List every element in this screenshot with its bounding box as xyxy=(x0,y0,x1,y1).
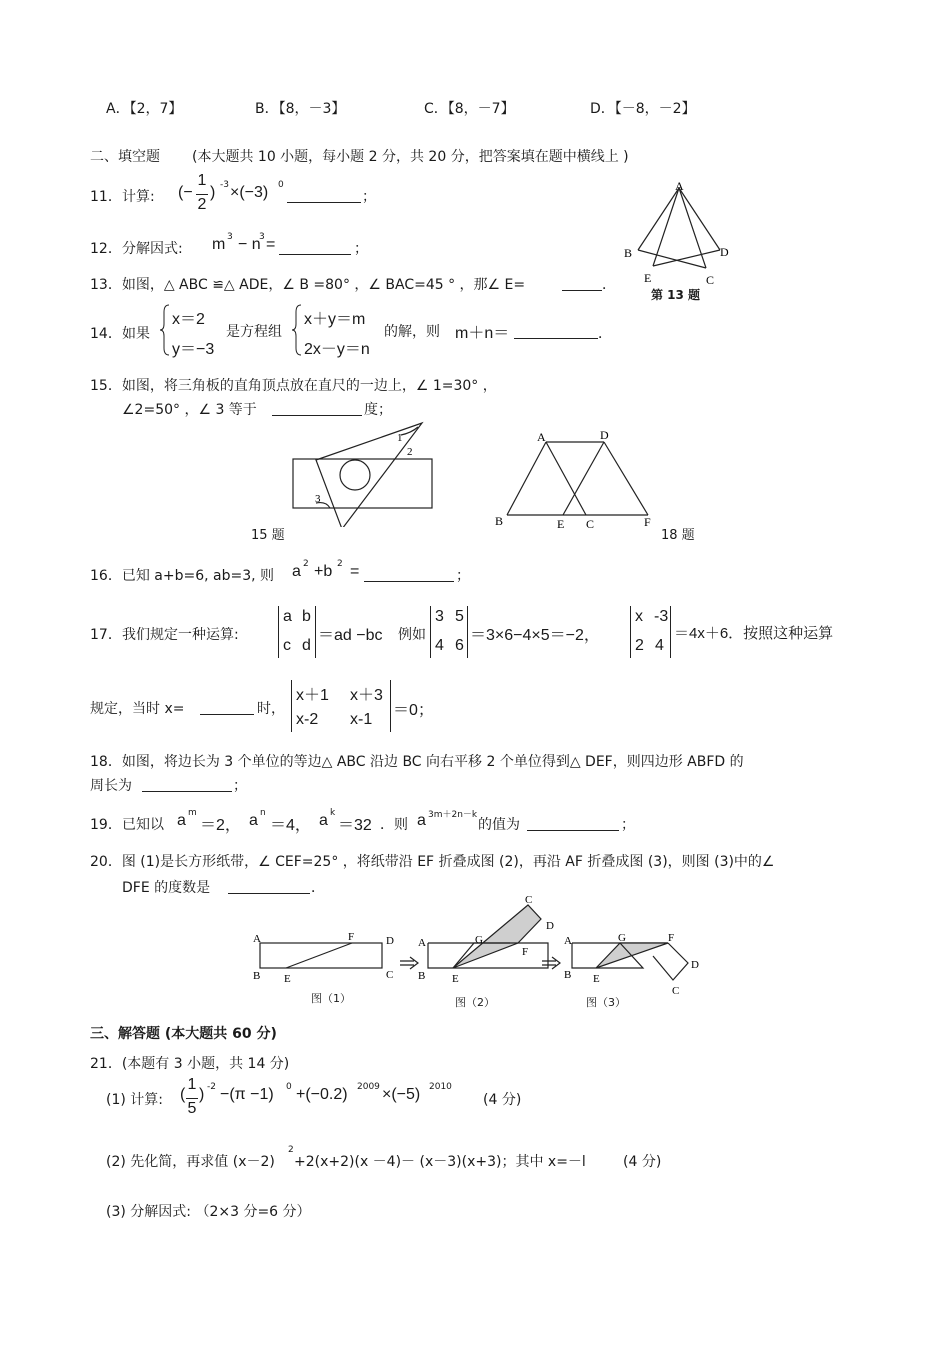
fig20-2-g: G xyxy=(475,934,483,946)
q13-blank[interactable] xyxy=(562,276,602,291)
q12-expr-n: − n xyxy=(238,236,261,253)
q12-exp-m: 3 xyxy=(227,232,233,242)
q16-text: 16．已知 a+b=6, ab=3, 则 xyxy=(90,568,275,584)
q17-q-bar-l xyxy=(291,680,292,732)
fig18-caption: 18 题 xyxy=(661,528,695,543)
fig20-2-f: F xyxy=(522,946,529,958)
q15-line2: ∠2=50° ，∠ 3 等于 xyxy=(122,402,257,418)
q14-end: 的解，则 xyxy=(384,324,440,340)
q21-p1-exp4: 2010 xyxy=(429,1082,452,1092)
q21-p1-score: (4 分) xyxy=(483,1092,522,1108)
q19-tail: ； xyxy=(621,817,635,833)
q19-exp-n: n xyxy=(260,808,266,818)
q19-an-val: ＝4， xyxy=(270,817,311,834)
q21-p1-exp3: 2009 xyxy=(357,1082,380,1092)
q11-label: 计算: xyxy=(122,189,155,205)
fig20-2-d: D xyxy=(546,920,554,932)
q17-q-c: x-2 xyxy=(296,711,319,728)
q17-ex1-d: 6 xyxy=(455,637,464,654)
figure-13 xyxy=(618,178,738,302)
fig20-2-e: E xyxy=(452,973,459,985)
q19-am-val: ＝2， xyxy=(200,817,241,834)
q14-mid: 是方程组 xyxy=(226,324,282,340)
fig13-label-b: B xyxy=(624,246,633,260)
q17-ex1-a: 3 xyxy=(435,608,444,625)
q12-num: 12． xyxy=(90,241,122,257)
q17-ex2-a: x xyxy=(635,608,643,625)
q14-eq1: x＋y＝m xyxy=(304,311,366,328)
option-b: B．【8，－3】 xyxy=(255,101,346,117)
section3-title: 三、解答题 (本大题共 60 分) xyxy=(90,1026,277,1042)
q14-blank[interactable] xyxy=(514,324,598,339)
fig20-caption-3: 图（3） xyxy=(586,996,626,1009)
q17-ex1-rhs: ＝3×6−4×5＝−2， xyxy=(470,627,600,644)
q11-expr-rest2: ×(−3) xyxy=(230,184,269,201)
q17-blank[interactable] xyxy=(200,700,254,715)
q16-expr-b: +b xyxy=(314,563,333,580)
fig15-label-3: 3 xyxy=(315,493,321,505)
q21-p2: (2) 先化简，再求值 (x－2) xyxy=(106,1154,275,1170)
q14-brace-1 xyxy=(160,304,170,356)
q16-blank[interactable] xyxy=(364,567,454,582)
q16-eq: = xyxy=(350,563,360,580)
q17-ex2-d: 4 xyxy=(655,637,664,654)
q12-label: 分解因式: xyxy=(122,241,183,257)
q19-exp-m: m xyxy=(188,808,197,818)
q21-p1-frac-den: 5 xyxy=(187,1100,197,1117)
q12-blank[interactable] xyxy=(279,240,351,255)
q17-q-a: x＋1 xyxy=(296,687,329,704)
q21-p1-close: ) xyxy=(199,1086,205,1103)
q18-line1: 18．如图，将边长为 3 个单位的等边△ ABC 沿边 BC 向右平移 2 个单位得到△ DEF，则四边形 ABFD 的 xyxy=(90,754,744,770)
fig15-label-1: 1 xyxy=(397,432,403,444)
fig18-label-e: E xyxy=(557,517,565,531)
q19-num: 19． xyxy=(90,817,122,833)
q11-frac-num: 1 xyxy=(197,172,207,189)
fig20-caption-1: 图（1） xyxy=(311,992,351,1005)
q15-tail: 度； xyxy=(364,402,392,418)
q17-ex2-bar-l xyxy=(630,606,631,658)
q21-p1-exp1: -2 xyxy=(207,1082,216,1092)
q17-line2c: ＝0； xyxy=(393,702,434,719)
fig13-label-a: A xyxy=(675,179,684,193)
q14-eq2: 2x－y＝n xyxy=(304,341,370,358)
q11-frac-line xyxy=(196,194,208,195)
q19-am: a xyxy=(177,812,186,829)
fig18-label-d: D xyxy=(600,428,609,442)
fig18-label-f: F xyxy=(644,515,651,529)
q17-ex2-rhs: ＝4x＋6．按照这种运算 xyxy=(674,625,834,642)
q14-sum: m＋n＝ xyxy=(455,325,510,342)
fig20-3-b: B xyxy=(564,969,572,981)
fig13-label-e: E xyxy=(644,271,652,285)
q17-def-b: b xyxy=(302,608,311,625)
q14-label: 如果 xyxy=(122,326,150,342)
fig20-3-a: A xyxy=(564,935,572,947)
fig15-caption: 15 题 xyxy=(251,528,285,543)
q12-tail: ； xyxy=(354,241,368,257)
q17-example: 例如 xyxy=(398,627,426,643)
q13-text: 13．如图，△ ABC ≌△ ADE，∠ B =80° ，∠ BAC=45 ° ，那∠ E= xyxy=(90,277,526,293)
q12-eq: = xyxy=(266,236,276,253)
q17-label: 我们规定一种运算: xyxy=(122,627,239,643)
q11-exp2: 0 xyxy=(278,180,284,190)
fig20-caption-2: 图（2） xyxy=(455,996,495,1009)
fig20-3-e: E xyxy=(593,973,600,985)
section2-note: (本大题共 10 小题，每小题 2 分，共 20 分，把答案填在题中横线上 ) xyxy=(192,149,629,165)
q17-def-bar-l xyxy=(278,606,279,658)
q17-ex1-bar-l xyxy=(430,606,431,658)
q11-frac-den: 2 xyxy=(197,196,207,213)
fig20-1-f: F xyxy=(348,931,355,943)
fig20-2-c: C xyxy=(525,894,533,906)
q14-sol-y: y＝−3 xyxy=(172,341,215,358)
q21-p3: (3) 分解因式: （2×3 分=6 分） xyxy=(106,1204,311,1220)
fig18-label-a: A xyxy=(537,430,546,444)
q11-blank[interactable] xyxy=(287,188,361,203)
fig20-1-b: B xyxy=(253,970,261,982)
q17-q-b: x＋3 xyxy=(350,687,383,704)
fig13-caption: 第 13 题 xyxy=(651,288,701,302)
fig20-1-d: D xyxy=(386,935,394,947)
q21-p1-mid3: ×(−5) xyxy=(382,1086,421,1103)
q19-a: a xyxy=(417,812,426,829)
q16-tail: ； xyxy=(456,568,470,584)
q19-an: a xyxy=(249,812,258,829)
q14-tail: ． xyxy=(598,326,612,342)
q17-num: 17． xyxy=(90,627,122,643)
fig20-1-a: A xyxy=(253,933,261,945)
fig20-1-c: C xyxy=(386,969,394,981)
option-a: A．【2，7】 xyxy=(106,101,183,117)
q19-blank[interactable] xyxy=(527,816,619,831)
q21-p1-mid: −(π −1) xyxy=(220,1086,274,1103)
figure-15 xyxy=(286,415,446,527)
fig20-3-c: C xyxy=(672,985,680,997)
q21-p1-exp2: 0 xyxy=(286,1082,292,1092)
q16-exp-a: 2 xyxy=(303,559,309,569)
q11-exp1: -3 xyxy=(220,180,229,190)
q17-ex1-c: 4 xyxy=(435,637,444,654)
q12-exp-n: 3 xyxy=(259,232,265,242)
fig13-label-c: C xyxy=(706,273,715,287)
section2-title: 二、填空题 xyxy=(90,149,160,165)
q11-num: 11． xyxy=(90,189,122,205)
q17-q-d: x-1 xyxy=(350,711,373,728)
q17-line2b: 时， xyxy=(257,701,285,717)
q17-ex2-bar-r xyxy=(670,606,671,658)
q12-expr-m: m xyxy=(212,236,226,253)
q17-ex1-b: 5 xyxy=(455,608,464,625)
option-c: C．【8，－7】 xyxy=(424,101,515,117)
q18-blank[interactable] xyxy=(142,777,232,792)
q20-tail: ． xyxy=(311,880,325,896)
q21-p1-frac-num: 1 xyxy=(187,1076,197,1093)
fig18-label-c: C xyxy=(586,517,595,531)
q18-tail: ； xyxy=(233,778,247,794)
q21-p1-frac-line xyxy=(186,1098,198,1099)
q19-ak: a xyxy=(319,812,328,829)
fig20-2-a: A xyxy=(418,937,426,949)
q17-q-bar-r xyxy=(390,680,391,732)
fig18-label-b: B xyxy=(495,514,504,528)
q17-line2a: 规定，当时 x= xyxy=(90,701,185,717)
fig20-1-e: E xyxy=(284,973,291,985)
q21-p1-mid2: +(−0.2) xyxy=(296,1086,348,1103)
q15-blank[interactable] xyxy=(272,401,362,416)
q17-ex2-c: 2 xyxy=(635,637,644,654)
q21-p2-score: (4 分) xyxy=(623,1154,662,1170)
q13-tail: ． xyxy=(602,277,616,293)
fig15-label-2: 2 xyxy=(407,446,413,458)
q16-expr-a: a xyxy=(292,563,301,580)
q17-ex2-b: -3 xyxy=(654,608,669,625)
q17-def-rhs: ＝ad −bc xyxy=(318,627,383,644)
q20-line1: 20．图 (1)是长方形纸带，∠ CEF=25° ，将纸带沿 EF 折叠成图 (2)，再沿 AF 折叠成图 (3)，则图 (3)中的∠ xyxy=(90,854,775,870)
q18-line2: 周长为 xyxy=(90,778,132,794)
q17-def-d: d xyxy=(302,637,311,654)
q17-def-a: a xyxy=(283,608,292,625)
fig20-2-b: B xyxy=(418,970,426,982)
q19-valuefor: 的值为 xyxy=(478,817,520,833)
q20-line2: DFE 的度数是 xyxy=(122,880,211,896)
q17-def-bar-r xyxy=(315,606,316,658)
q11-tail: ； xyxy=(362,189,376,205)
q19-then: ．则 xyxy=(380,817,408,833)
q21-p1-label: (1) 计算: xyxy=(106,1092,163,1108)
q21-p2-exp: 2 xyxy=(288,1145,294,1155)
q14-brace-2 xyxy=(292,304,302,356)
q15-line1: 15．如图，将三角板的直角顶点放在直尺的一边上，∠ 1=30° ， xyxy=(90,378,497,394)
q16-exp-b: 2 xyxy=(337,559,343,569)
q14-sol-x: x＝2 xyxy=(172,311,205,328)
option-d: D．【－8，－2】 xyxy=(590,101,696,117)
q11-expr-rest: ) xyxy=(210,184,216,201)
q19-ak-val: ＝32 xyxy=(338,817,372,834)
q21-p1-open: ( xyxy=(180,1086,186,1103)
q17-def-c: c xyxy=(283,637,291,654)
fig20-3-f: F xyxy=(668,932,675,944)
fig20-3-d: D xyxy=(691,959,699,971)
q19-exp-target: 3m＋2n－k xyxy=(428,810,478,820)
q17-ex1-bar-r xyxy=(467,606,468,658)
q14-num: 14． xyxy=(90,326,122,342)
fig20-3-g: G xyxy=(618,932,626,944)
q11-expr-open: (− xyxy=(178,184,193,201)
q21-title: 21．(本题有 3 小题，共 14 分) xyxy=(90,1056,290,1072)
fig13-label-d: D xyxy=(720,245,729,259)
figure-18 xyxy=(488,426,658,536)
q19-label: 已知以 xyxy=(122,817,164,833)
q21-p2b: +2(x+2)(x －4)－ (x－3)(x+3)；其中 x=－l xyxy=(294,1154,586,1170)
q19-exp-k: k xyxy=(330,808,336,818)
